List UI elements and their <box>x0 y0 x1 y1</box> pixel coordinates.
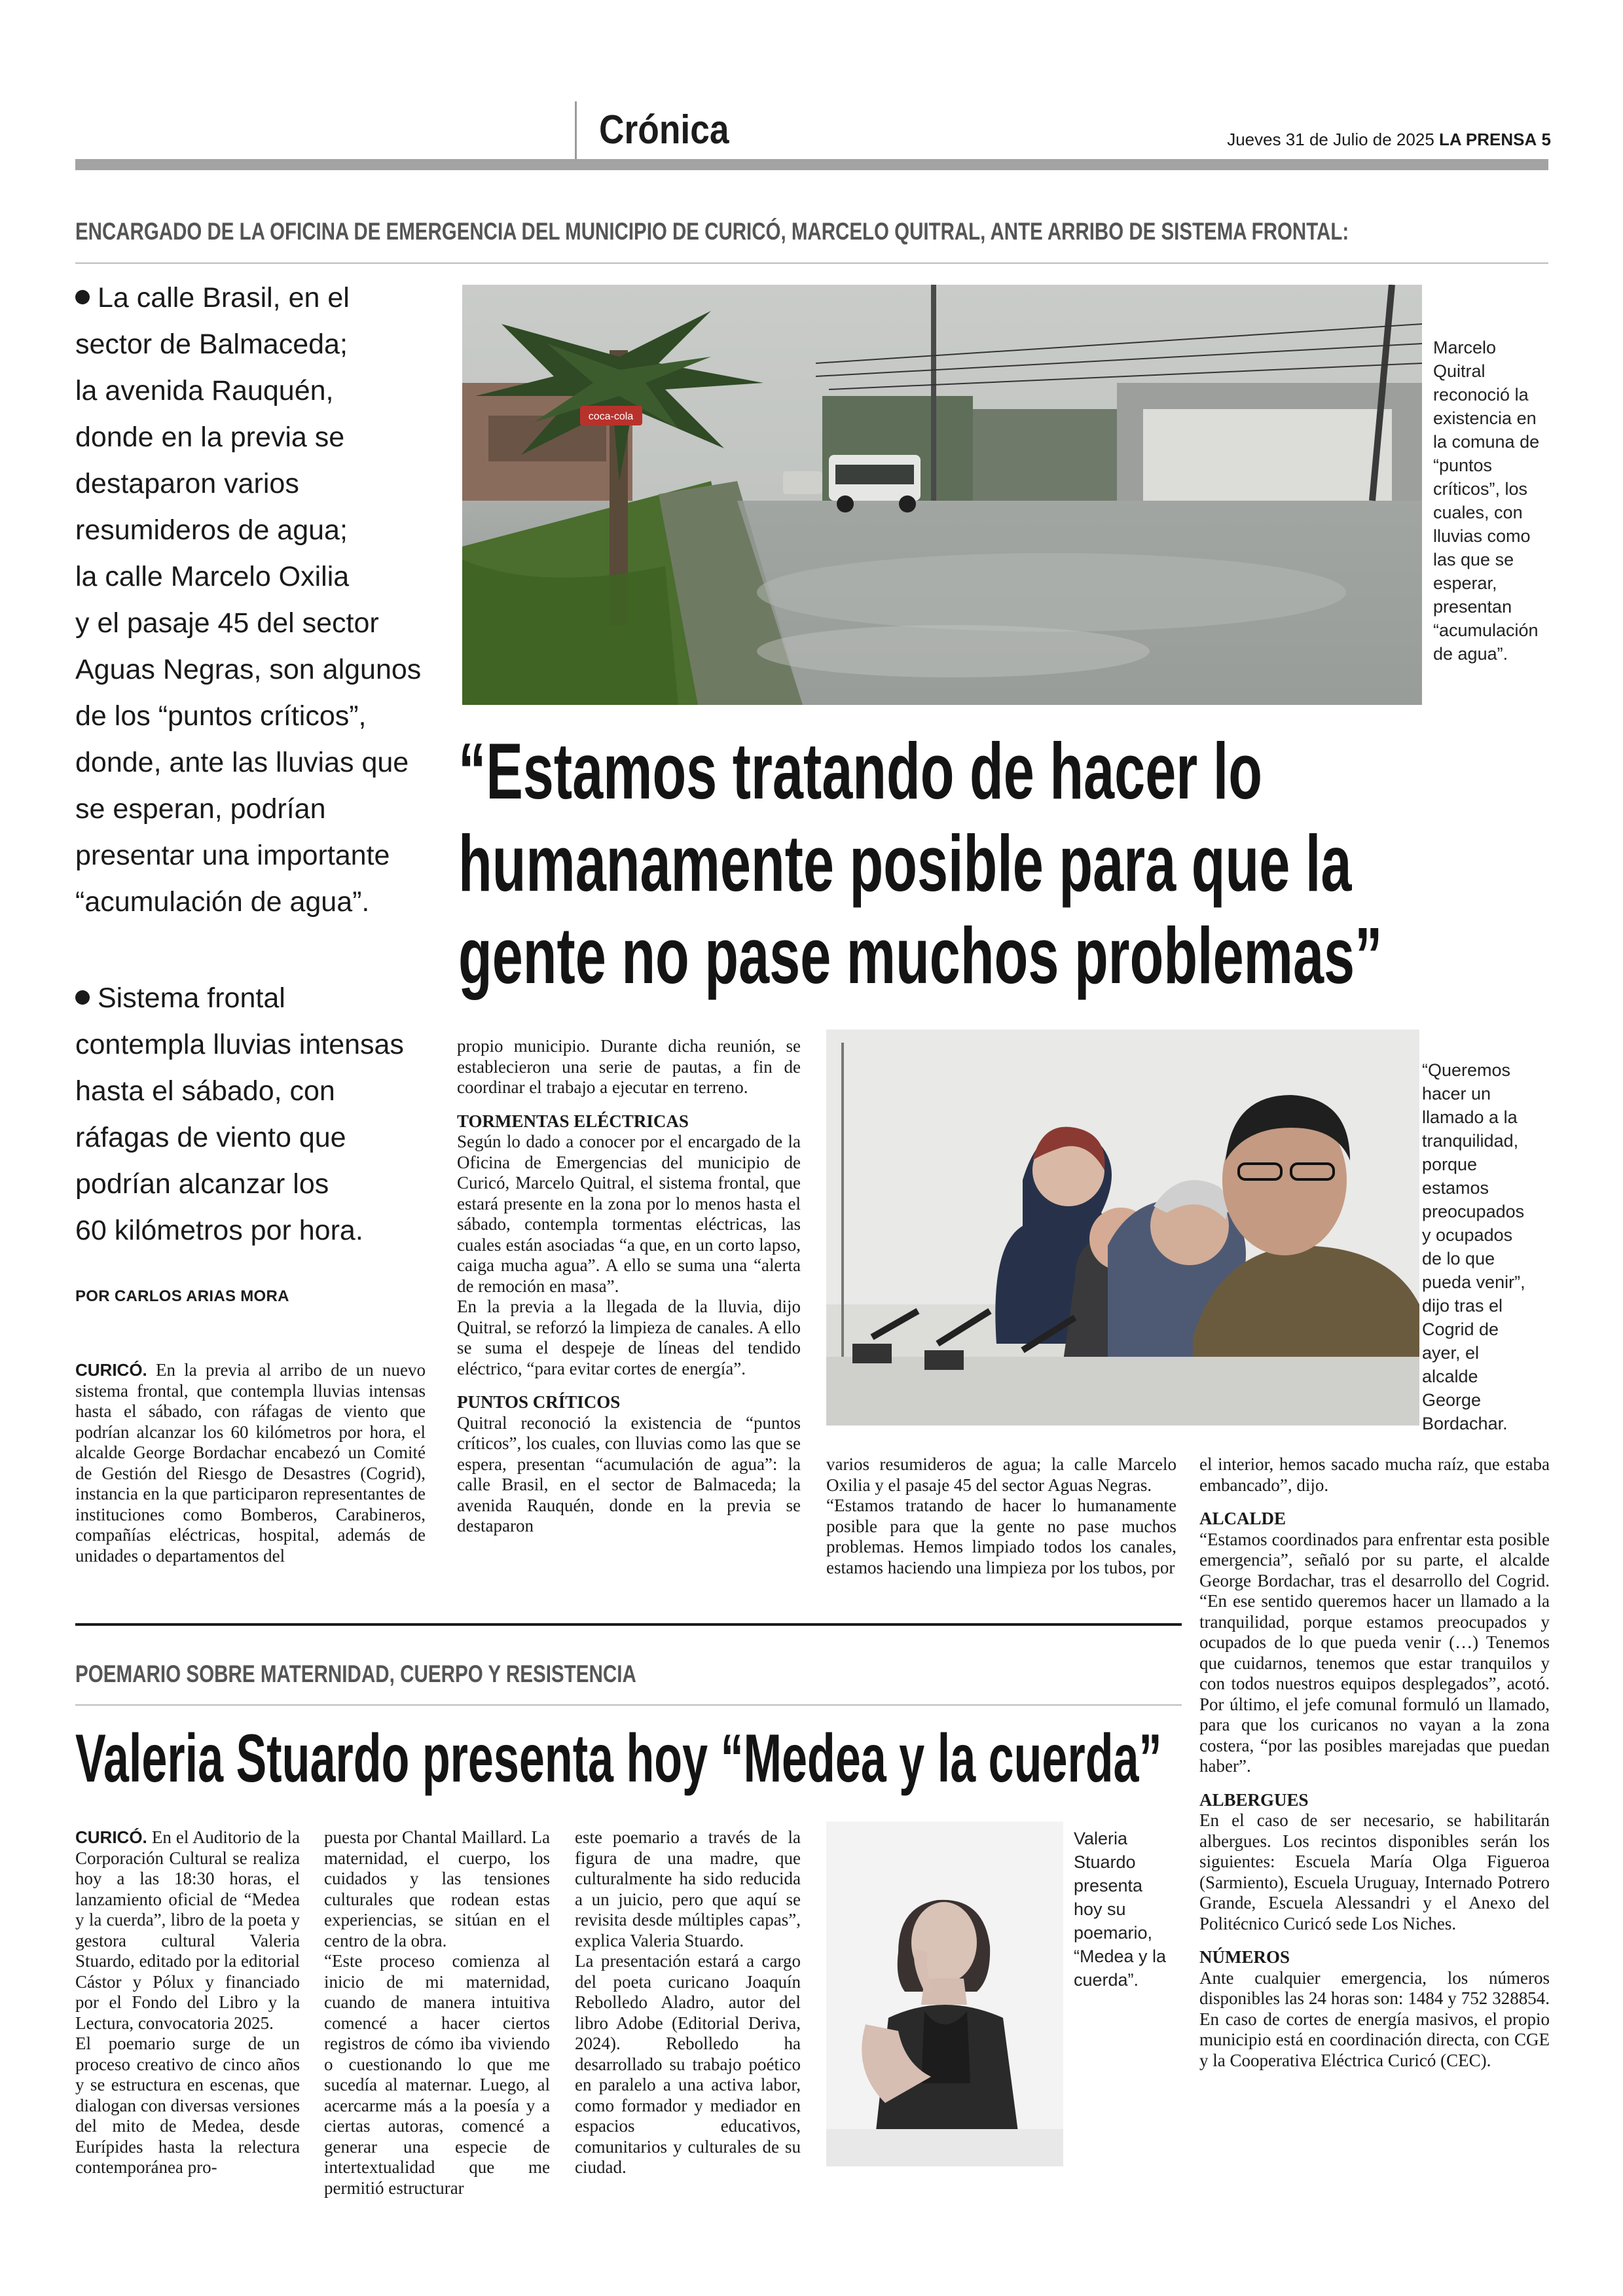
subhead-numeros: NÚMEROS <box>1199 1947 1290 1967</box>
bullet-1-line-text: se esperan, podrían <box>75 793 326 825</box>
article1-col2-p1: propio municipio. Durante dicha reunión, se establecieron una serie de pautas, a fin de coordinar el trabajo a ejecutar en terreno. <box>457 1036 801 1097</box>
article1-col4-p2: “Estamos coordinados para enfrentar esta posible emergencia”, señaló por su parte, el alcalde George Bordachar, tras el desarrollo del Cogrid. “En ese sentido queremos hacer un llamado a la tranquilidad, porque estamos preocupados y ocupados de lo que pueda venir (…) Tenemos que cuidarnos, tenemos que estar tranquilos y con todos nuestros equipos desplegados”, acotó. Por último, el jefe comunal formuló un llamado, para que los curicanos no vayan a la zona costera, “por las posibles marejadas que puedan haber”. <box>1199 1529 1550 1776</box>
headline-line-text: humanamente posible para que la <box>458 819 1352 908</box>
article2-col2-p2: “Este proceso comienza al inicio de mi maternidad, cuando de manera intuitiva comencé a hacer ciertos registros de cómo iba viviendo o cuestionando lo que me sucedía al maternar. Luego, al acercarme más a la poesía y a ciertas autoras, comencé a generar una especie de intertextualidad que me permitió estructurar <box>324 1951 550 2198</box>
bullet-1-line <box>75 414 442 461</box>
article1-kicker: ENCARGADO DE LA OFICINA DE EMERGENCIA DEL MUNICIPIO DE CURICÓ, MARCELO QUITRAL, ANTE ARRIBO DE SISTEMA FRONTAL: <box>75 218 1349 245</box>
bullet-1-line-text: donde, ante las lluvias que <box>75 747 409 778</box>
article2-col1-p1: En el Auditorio de la Corporación Cultural se realiza hoy a las 18:30 horas, el lanzamiento oficial de “Medea y la cuerda”, libro de la poeta y gestora cultural Valeria Stuardo, editado por la editorial Cástor y Pólux y financiado por el Fondo del Libro y la Lectura, convocatoria 2025. <box>75 1827 301 2033</box>
poet-portrait-image <box>826 1821 1063 2166</box>
bullet-1-line-text: de los “puntos críticos”, <box>75 700 367 732</box>
dateline: CURICÓ. <box>75 1360 147 1380</box>
bullet-1-line <box>75 600 442 647</box>
bullet-1-line-text: destaparon varios <box>75 468 299 499</box>
headline-line-text: gente no pase muchos problemas” <box>458 911 1383 1000</box>
byline: POR CARLOS ARIAS MORA <box>75 1287 289 1305</box>
meeting-photo-image <box>826 1030 1419 1426</box>
kicker-rule <box>75 262 1548 264</box>
article1-col4-p1: el interior, hemos sacado mucha raíz, que estaba embancado”, dijo. <box>1199 1454 1550 1495</box>
headline-line <box>458 725 1558 817</box>
bullet-1-line <box>75 275 442 321</box>
article1-col4-p3: En el caso de ser necesario, se habilitarán albergues. Los recintos disponibles serán los siguientes: Escuela María Olga Figueroa (Sarmiento), Escuela Uruguay, Internado Potrero Grande, Escuela Alessandri y el Anexo del Politécnico Curicó sede Los Niches. <box>1199 1810 1550 1933</box>
meeting-photo <box>826 1030 1419 1426</box>
coca-cola-sign-text: coca-cola <box>588 411 634 422</box>
bullet-1-line-text: y el pasaje 45 del sector <box>75 607 379 639</box>
article1-col2-p4: Quitral reconoció la existencia de “puntos críticos”, los cuales, con lluvias como las que se espera, presentan “acumulación de agua”: la calle Brasil, en el sector de Balmaceda; la avenida Rauquén, donde en la previa se destaparon <box>457 1412 801 1535</box>
subhead-alcalde: ALCALDE <box>1199 1509 1286 1528</box>
article1-col4-p4: Ante cualquier emergencia, los números disponibles las 24 horas son: 1484 y 752 328854. En caso de cortes de energía masivos, el propio municipio está en coordinación directa, con CGE y la Cooperativa Eléctrica Curicó (CEC). <box>1199 1967 1550 2070</box>
bullet-2-lines <box>75 975 442 1254</box>
bullet-1-line <box>75 833 442 879</box>
bullet-1-line-text: donde en la previa se <box>75 422 345 453</box>
header-paper: LA PRENSA <box>1439 130 1537 149</box>
poet-portrait-photo <box>826 1821 1063 2166</box>
article2-headline: Valeria Stuardo presenta hoy “Medea y la cuerda” <box>75 1721 1162 1797</box>
bullet-1-line-text: “acumulación de agua”. <box>75 886 370 918</box>
article2-col2-p1: puesta por Chantal Maillard. La maternidad, el cuerpo, los cuidados y las tensiones culturales que rodean estas experiencias, se sitúan en el centro de la obra. <box>324 1827 550 1950</box>
article2-kicker: POEMARIO SOBRE MATERNIDAD, CUERPO Y RESISTENCIA <box>75 1660 636 1687</box>
bullet-1-line-text: presentar una importante <box>75 840 390 871</box>
header-divider <box>575 101 577 162</box>
bullet-1-line <box>75 693 442 740</box>
bullet-2-line-text: Sistema frontal <box>98 982 285 1014</box>
street-photo-image <box>462 285 1422 705</box>
bullet-dot-icon <box>75 290 90 304</box>
bullet-2 <box>75 975 442 1254</box>
photo1-caption: Marcelo Quitral reconoció la existencia en la comuna de “puntos críticos”, los cuales, con lluvias como las que se esperar, presentan “acumulación de agua”. <box>1433 338 1540 664</box>
bullet-1-line <box>75 879 442 925</box>
bullet-1-line <box>75 554 442 600</box>
bullet-1-line-text: resumideros de agua; <box>75 514 348 546</box>
article2-column-1 <box>75 1827 300 2178</box>
bullet-1-lines <box>75 275 442 925</box>
article1-column-2 <box>457 1036 801 1537</box>
article2-col3-p1: este poemario a través de la figura de una madre, que culturalmente ha sido reducida a un juicio, pero que aquí se revisita desde múltiples capas”, explica Valeria Stuardo. <box>575 1827 801 1950</box>
header-date-line <box>1227 130 1551 150</box>
article1-col1-text: En la previa al arribo de un nuevo sistema frontal, que contempla lluvias intensas hasta el sábado, con ráfagas de viento que podrían alcanzar los 60 kilómetros por hora, el alcalde George Bordachar encabezó un Comité de Gestión del Riesgo de Desastres (Cogrid), instancia en la que participaron representantes de instituciones como Bomberos, Carabineros, compañías eléctricas, hospital, además de unidades o departamentos del <box>75 1360 426 1566</box>
article1-col2-p3: En la previa a la llegada de la lluvia, dijo Quitral, se reforzó la limpieza de canales. A ello se suma el despeje de líneas del tendido eléctrico, “para evitar cortes de energía”. <box>457 1297 801 1378</box>
article2-column-3 <box>575 1827 801 2178</box>
bullet-1-line <box>75 786 442 833</box>
header-rule <box>75 159 1548 170</box>
bullet-1-line <box>75 647 442 693</box>
bullet-2-line <box>75 1208 442 1254</box>
bullet-2-line-text: ráfagas de viento que <box>75 1122 346 1153</box>
bullet-1-line <box>75 461 442 507</box>
header-page: 5 <box>1541 130 1551 149</box>
article2-dateline: CURICÓ. <box>75 1827 147 1847</box>
bullet-1-line-text: la avenida Rauquén, <box>75 375 334 406</box>
bullet-2-line <box>75 1022 442 1068</box>
bullet-1-line <box>75 507 442 554</box>
photo2-caption: “Queremos hacer un llamado a la tranquilidad, porque estamos preocupados y ocupados de lo que pueda venir”, dijo tras el Cogrid de ayer, el alcalde George Bordachar. <box>1422 1060 1525 1433</box>
article2-col1-p2: El poemario surge de un proceso creativo de cinco años y se estructura en escenas, que dialogan con diversas versiones del mito de Medea, desde Eurípides hasta la relectura contemporánea pro- <box>75 2034 300 2177</box>
bullet-2-line-text: hasta el sábado, con <box>75 1075 335 1107</box>
article2-column-2 <box>324 1827 550 2198</box>
article1-column-4 <box>1199 1454 1550 2071</box>
section-title: Crónica <box>599 107 729 152</box>
article1-col2-p2: Según lo dado a conocer por el encargado de la Oficina de Emergencias del municipio de Curicó, Marcelo Quitral, el sistema frontal, que estará presente en la zona por lo menos hasta el sábado, contempla tormentas eléctricas, las cuales están asociadas “a que, en un corto lapso, caiga mucha agua”. A ello se suma una “alerta de remoción en masa”. <box>457 1132 801 1296</box>
bullet-2-line-text: podrían alcanzar los <box>75 1168 329 1200</box>
article2-kicker-rule <box>75 1704 1182 1706</box>
subhead-albergues: ALBERGUES <box>1199 1789 1309 1810</box>
bullet-1-line <box>75 740 442 786</box>
bullet-2-line <box>75 1161 442 1208</box>
bullet-2-line <box>75 1068 442 1115</box>
bullet-1-line-text: La calle Brasil, en el <box>98 282 350 314</box>
headline-line <box>458 910 1558 1002</box>
headline-lines <box>458 725 1558 1002</box>
bullet-2-line-text: contempla lluvias intensas <box>75 1029 404 1060</box>
bullet-2-line <box>75 975 442 1022</box>
bullet-1-line <box>75 321 442 368</box>
bullet-1-line-text: sector de Balmaceda; <box>75 329 348 360</box>
subhead-tormentas: TORMENTAS ELÉCTRICAS <box>457 1111 689 1131</box>
article1-col3-p2: “Estamos tratando de hacer lo humanamente posible para que la gente no pase muchos problemas. Hemos limpiado todos los canales, estamos haciendo una limpieza por los tubos, por <box>826 1496 1176 1577</box>
article1-col3-p1: varios resumideros de agua; la calle Marcelo Oxilia y el pasaje 45 del sector Aguas Negras. <box>826 1454 1176 1495</box>
subhead-puntos-criticos: PUNTOS CRÍTICOS <box>457 1392 621 1412</box>
bullet-dot-icon <box>75 990 90 1005</box>
flooded-street-photo <box>462 285 1422 705</box>
bullet-2-line <box>75 1115 442 1161</box>
article1-column-1 <box>75 1360 426 1566</box>
headline-line <box>458 817 1558 910</box>
article2-top-rule <box>75 1623 1182 1626</box>
bullet-1-line-text: la calle Marcelo Oxilia <box>75 561 350 592</box>
bullet-1 <box>75 275 442 925</box>
bullet-1-line-text: Aguas Negras, son algunos <box>75 654 422 685</box>
photo3-caption: Valeria Stuardo presenta hoy su poemario, “Medea y la cuerda”. <box>1074 1829 1167 1990</box>
bullet-2-line-text: 60 kilómetros por hora. <box>75 1215 363 1246</box>
article1-headline <box>458 725 1558 1002</box>
article1-column-3 <box>826 1454 1176 1578</box>
bullet-1-line <box>75 368 442 414</box>
headline-line-text: “Estamos tratando de hacer lo <box>458 726 1263 816</box>
article2-col3-p2: La presentación estará a cargo del poeta curicano Joaquín Rebolledo Aladro, autor del libro Adobe (Editorial Deriva, 2024). Rebolledo ha desarrollado su trabajo poético en paralelo a una activa labor, como formador y mediador en espacios educativos, comunitarios y culturales de su ciudad. <box>575 1951 801 2177</box>
header-date: Jueves 31 de Julio de 2025 <box>1227 130 1434 149</box>
